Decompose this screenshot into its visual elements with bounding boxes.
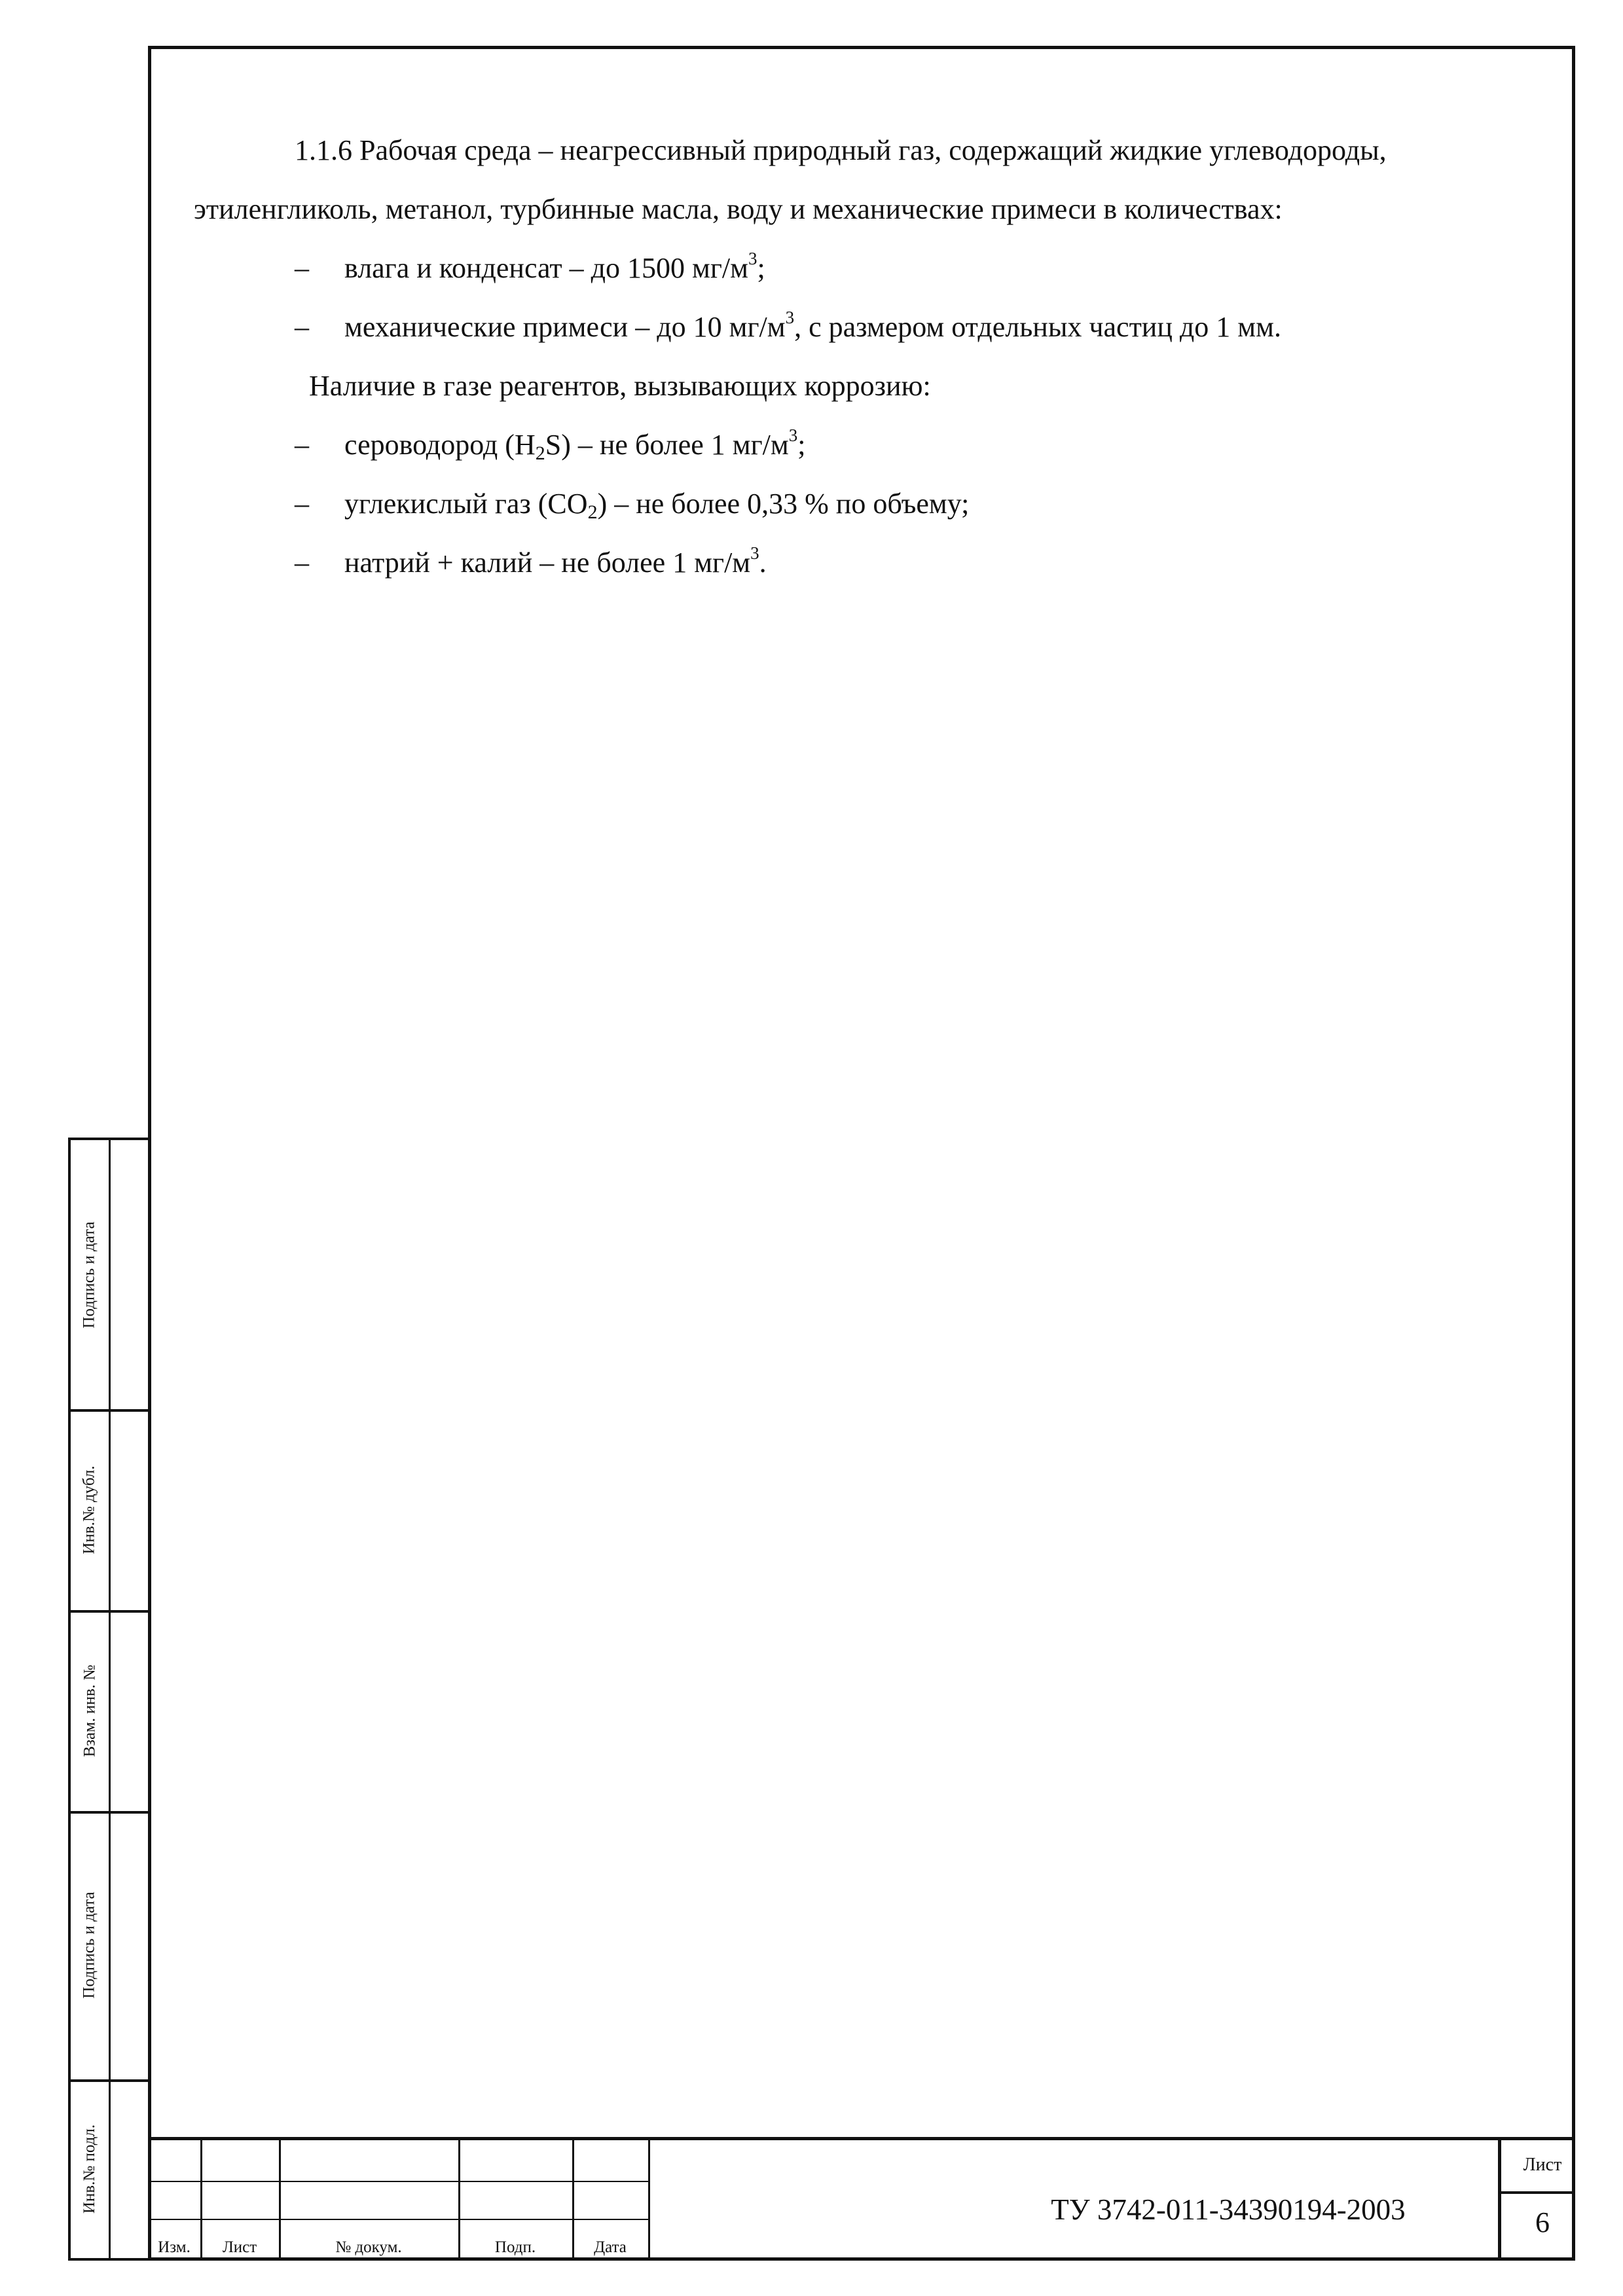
title-block-row-line [148, 2219, 648, 2220]
title-block-col-line [648, 2140, 650, 2261]
side-label-signature-date: Подпись и дата [81, 1221, 98, 1329]
col-label-document: № докум. [335, 2238, 402, 2256]
list-item-moisture: – влага и конденсат – до 1500 $мг/м^3$; [194, 239, 1556, 298]
side-label-replacement-inventory: Взам. инв. № [81, 1664, 99, 1757]
subheading-corrosive-reagents: Наличие в газе реагентов, вызывающих коррозию: [309, 370, 931, 402]
col-label-signature: Подп. [494, 2238, 536, 2256]
col-label-date: Дата [594, 2238, 627, 2256]
list-dash: – [295, 488, 309, 520]
list-dash: – [295, 311, 309, 343]
list-item-carbon-dioxide: – углекислый газ $(CO_2)$ – не более 0,33 % по объему; [194, 475, 1556, 533]
side-stamp [68, 1138, 151, 2261]
list-dash: – [295, 252, 309, 284]
title-block [148, 2137, 1575, 2261]
document-number: ТУ 3742-011-34390194-2003 [1051, 2193, 1406, 2226]
list-item-hydrogen-sulfide: – сероводород $(H_2S)$ – не более 1 $мг/м^3$; [194, 416, 1556, 475]
list-dash: – [295, 429, 309, 461]
list-item-sodium-potassium: – натрий + калий – не более 1 $мг/м^3$. [194, 533, 1556, 592]
col-label-change: Изм. [158, 2238, 191, 2256]
list-dash: – [295, 547, 309, 579]
side-label-dup-inventory: Инв.№ дубл. [81, 1465, 98, 1554]
sheet-label: Лист [1523, 2155, 1562, 2175]
side-label-signature-date-2: Подпись и дата [81, 1892, 98, 1999]
side-stamp-divider [109, 1140, 111, 2258]
list-item-mechanical-impurities: – механические примеси – до 10 $мг/м^3$, с размером отдельных частиц до 1 мм. [194, 298, 1556, 357]
sheet-number: 6 [1535, 2206, 1550, 2238]
paragraph-working-medium: 1.1.6 Рабочая среда – неагрессивный природный газ, содержащий жидкие углеводороды, этиленгликоль, метанол, турбинные масла, воду и механические примеси в количествах: [194, 134, 1387, 225]
col-label-sheet: Лист [222, 2238, 257, 2256]
document-body [194, 121, 1556, 592]
title-block-row-line [148, 2181, 648, 2182]
side-label-original-inventory: Инв.№ подл. [81, 2124, 99, 2214]
